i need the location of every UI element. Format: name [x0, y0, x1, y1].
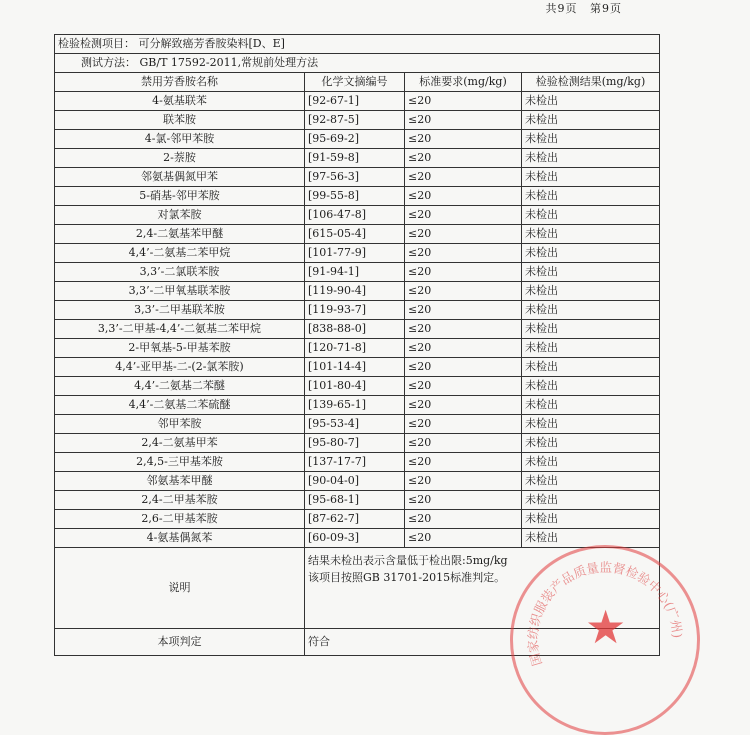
- amine-name: 4,4’-亚甲基-二-(2-氯苯胺): [55, 358, 305, 377]
- table-row: [55, 301, 660, 320]
- cas-number: [615-05-4]: [305, 225, 405, 244]
- table-row: [55, 187, 660, 206]
- table-row: [55, 130, 660, 149]
- inspection-table: [54, 34, 660, 656]
- cas-number: [90-04-0]: [305, 472, 405, 491]
- table-row: [55, 510, 660, 529]
- test-result: 未检出: [522, 168, 660, 187]
- method-value: GB/T 17592-2011,常规前处理方法: [139, 56, 319, 69]
- table-row: [55, 282, 660, 301]
- cas-number: [95-53-4]: [305, 415, 405, 434]
- table-row: [55, 168, 660, 187]
- note-label: 说明: [55, 548, 305, 629]
- judgement-value: 符合: [305, 629, 660, 656]
- cas-number: [95-80-7]: [305, 434, 405, 453]
- standard-limit: ≤20: [405, 206, 522, 225]
- table-row: [55, 358, 660, 377]
- test-result: 未检出: [522, 149, 660, 168]
- test-result: 未检出: [522, 434, 660, 453]
- cas-number: [91-94-1]: [305, 263, 405, 282]
- cas-number: [92-87-5]: [305, 111, 405, 130]
- test-result: 未检出: [522, 206, 660, 225]
- test-result: 未检出: [522, 415, 660, 434]
- column-header: 化学文摘编号: [305, 73, 405, 92]
- standard-limit: ≤20: [405, 130, 522, 149]
- cas-number: [120-71-8]: [305, 339, 405, 358]
- standard-limit: ≤20: [405, 244, 522, 263]
- table-row: [55, 244, 660, 263]
- table-row: [55, 415, 660, 434]
- note-line: 结果未检出表示含量低于检出限:5mg/kg: [308, 554, 508, 567]
- cas-number: [91-59-8]: [305, 149, 405, 168]
- amine-name: 4,4’-二氨基二苯硫醚: [55, 396, 305, 415]
- table-row: [55, 263, 660, 282]
- judgement-row: [55, 629, 660, 656]
- standard-limit: ≤20: [405, 529, 522, 548]
- table-row: [55, 377, 660, 396]
- cas-number: [119-90-4]: [305, 282, 405, 301]
- cas-number: [838-88-0]: [305, 320, 405, 339]
- standard-limit: ≤20: [405, 377, 522, 396]
- method-label: 测试方法：: [81, 56, 136, 69]
- column-header: 标准要求(mg/kg): [405, 73, 522, 92]
- table-row: [55, 149, 660, 168]
- standard-limit: ≤20: [405, 320, 522, 339]
- item-label: 检验检测项目：: [58, 37, 135, 50]
- test-result: 未检出: [522, 263, 660, 282]
- table-row: [55, 206, 660, 225]
- test-result: 未检出: [522, 111, 660, 130]
- total-pages: 共9页: [545, 2, 578, 15]
- table-row: [55, 92, 660, 111]
- standard-limit: ≤20: [405, 339, 522, 358]
- amine-name: 2,6-二甲基苯胺: [55, 510, 305, 529]
- method-row: [55, 54, 660, 73]
- column-header-row: [55, 73, 660, 92]
- amine-name: 2,4-二甲基苯胺: [55, 491, 305, 510]
- standard-limit: ≤20: [405, 111, 522, 130]
- standard-limit: ≤20: [405, 510, 522, 529]
- cas-number: [95-68-1]: [305, 491, 405, 510]
- amine-name: 2,4-二氨基苯甲醚: [55, 225, 305, 244]
- note-line: 该项目按照GB 31701-2015标准判定。: [308, 571, 506, 584]
- test-result: 未检出: [522, 453, 660, 472]
- table-row: [55, 339, 660, 358]
- standard-limit: ≤20: [405, 358, 522, 377]
- cas-number: [139-65-1]: [305, 396, 405, 415]
- test-result: 未检出: [522, 225, 660, 244]
- item-row: [55, 35, 660, 54]
- table-row: [55, 472, 660, 491]
- test-result: 未检出: [522, 301, 660, 320]
- cas-number: [106-47-8]: [305, 206, 405, 225]
- item-value: 可分解致癌芳香胺染料[D、E]: [138, 37, 285, 50]
- star-icon: ★: [585, 600, 627, 654]
- amine-name: 联苯胺: [55, 111, 305, 130]
- amine-name: 邻氨基苯甲醚: [55, 472, 305, 491]
- cas-number: [95-69-2]: [305, 130, 405, 149]
- amine-name: 4-氯-邻甲苯胺: [55, 130, 305, 149]
- table-row: [55, 225, 660, 244]
- amine-name: 2-甲氧基-5-甲基苯胺: [55, 339, 305, 358]
- test-result: 未检出: [522, 282, 660, 301]
- test-result: 未检出: [522, 358, 660, 377]
- amine-name: 2,4-二氨基甲苯: [55, 434, 305, 453]
- amine-name: 4,4’-二氨基二苯甲烷: [55, 244, 305, 263]
- table-row: [55, 434, 660, 453]
- cas-number: [119-93-7]: [305, 301, 405, 320]
- test-result: 未检出: [522, 320, 660, 339]
- column-header: 检验检测结果(mg/kg): [522, 73, 660, 92]
- amine-name: 邻甲苯胺: [55, 415, 305, 434]
- judgement-label: 本项判定: [55, 629, 305, 656]
- standard-limit: ≤20: [405, 149, 522, 168]
- standard-limit: ≤20: [405, 282, 522, 301]
- standard-limit: ≤20: [405, 472, 522, 491]
- amine-name: 3,3’-二甲基-4,4’-二氨基二苯甲烷: [55, 320, 305, 339]
- standard-limit: ≤20: [405, 434, 522, 453]
- amine-name: 3,3’-二甲氧基联苯胺: [55, 282, 305, 301]
- amine-name: 3,3’-二氯联苯胺: [55, 263, 305, 282]
- amine-name: 4-氨基联苯: [55, 92, 305, 111]
- amine-name: 4,4’-二氨基二苯醚: [55, 377, 305, 396]
- standard-limit: ≤20: [405, 225, 522, 244]
- amine-name: 5-硝基-邻甲苯胺: [55, 187, 305, 206]
- test-result: 未检出: [522, 92, 660, 111]
- test-result: 未检出: [522, 377, 660, 396]
- standard-limit: ≤20: [405, 415, 522, 434]
- page-number: [538, 0, 623, 16]
- table-row: [55, 491, 660, 510]
- column-header: 禁用芳香胺名称: [55, 73, 305, 92]
- standard-limit: ≤20: [405, 453, 522, 472]
- test-result: 未检出: [522, 491, 660, 510]
- amine-name: 2-萘胺: [55, 149, 305, 168]
- amine-name: 邻氨基偶氮甲苯: [55, 168, 305, 187]
- test-result: 未检出: [522, 130, 660, 149]
- table-row: [55, 396, 660, 415]
- test-result: 未检出: [522, 510, 660, 529]
- standard-limit: ≤20: [405, 92, 522, 111]
- cas-number: [92-67-1]: [305, 92, 405, 111]
- cas-number: [101-77-9]: [305, 244, 405, 263]
- note-row: [55, 548, 660, 629]
- test-result: 未检出: [522, 244, 660, 263]
- standard-limit: ≤20: [405, 187, 522, 206]
- cas-number: [60-09-3]: [305, 529, 405, 548]
- amine-name: 3,3’-二甲基联苯胺: [55, 301, 305, 320]
- cas-number: [101-14-4]: [305, 358, 405, 377]
- test-result: 未检出: [522, 472, 660, 491]
- table-row: [55, 111, 660, 130]
- table-row: [55, 453, 660, 472]
- amine-name: 4-氨基偶氮苯: [55, 529, 305, 548]
- standard-limit: ≤20: [405, 263, 522, 282]
- cas-number: [87-62-7]: [305, 510, 405, 529]
- standard-limit: ≤20: [405, 301, 522, 320]
- amine-name: 2,4,5-三甲基苯胺: [55, 453, 305, 472]
- table-row: [55, 529, 660, 548]
- standard-limit: ≤20: [405, 491, 522, 510]
- current-page: 第9页: [590, 2, 622, 15]
- amine-name: 对氯苯胺: [55, 206, 305, 225]
- cas-number: [101-80-4]: [305, 377, 405, 396]
- cas-number: [137-17-7]: [305, 453, 405, 472]
- test-result: 未检出: [522, 339, 660, 358]
- test-result: 未检出: [522, 187, 660, 206]
- cas-number: [99-55-8]: [305, 187, 405, 206]
- cas-number: [97-56-3]: [305, 168, 405, 187]
- standard-limit: ≤20: [405, 396, 522, 415]
- test-result: 未检出: [522, 396, 660, 415]
- table-row: [55, 320, 660, 339]
- standard-limit: ≤20: [405, 168, 522, 187]
- svg-text:国家纺织服装产品质量监督检验中心(广州): 国家纺织服装产品质量监督检验中心(广州): [525, 559, 686, 668]
- test-result: 未检出: [522, 529, 660, 548]
